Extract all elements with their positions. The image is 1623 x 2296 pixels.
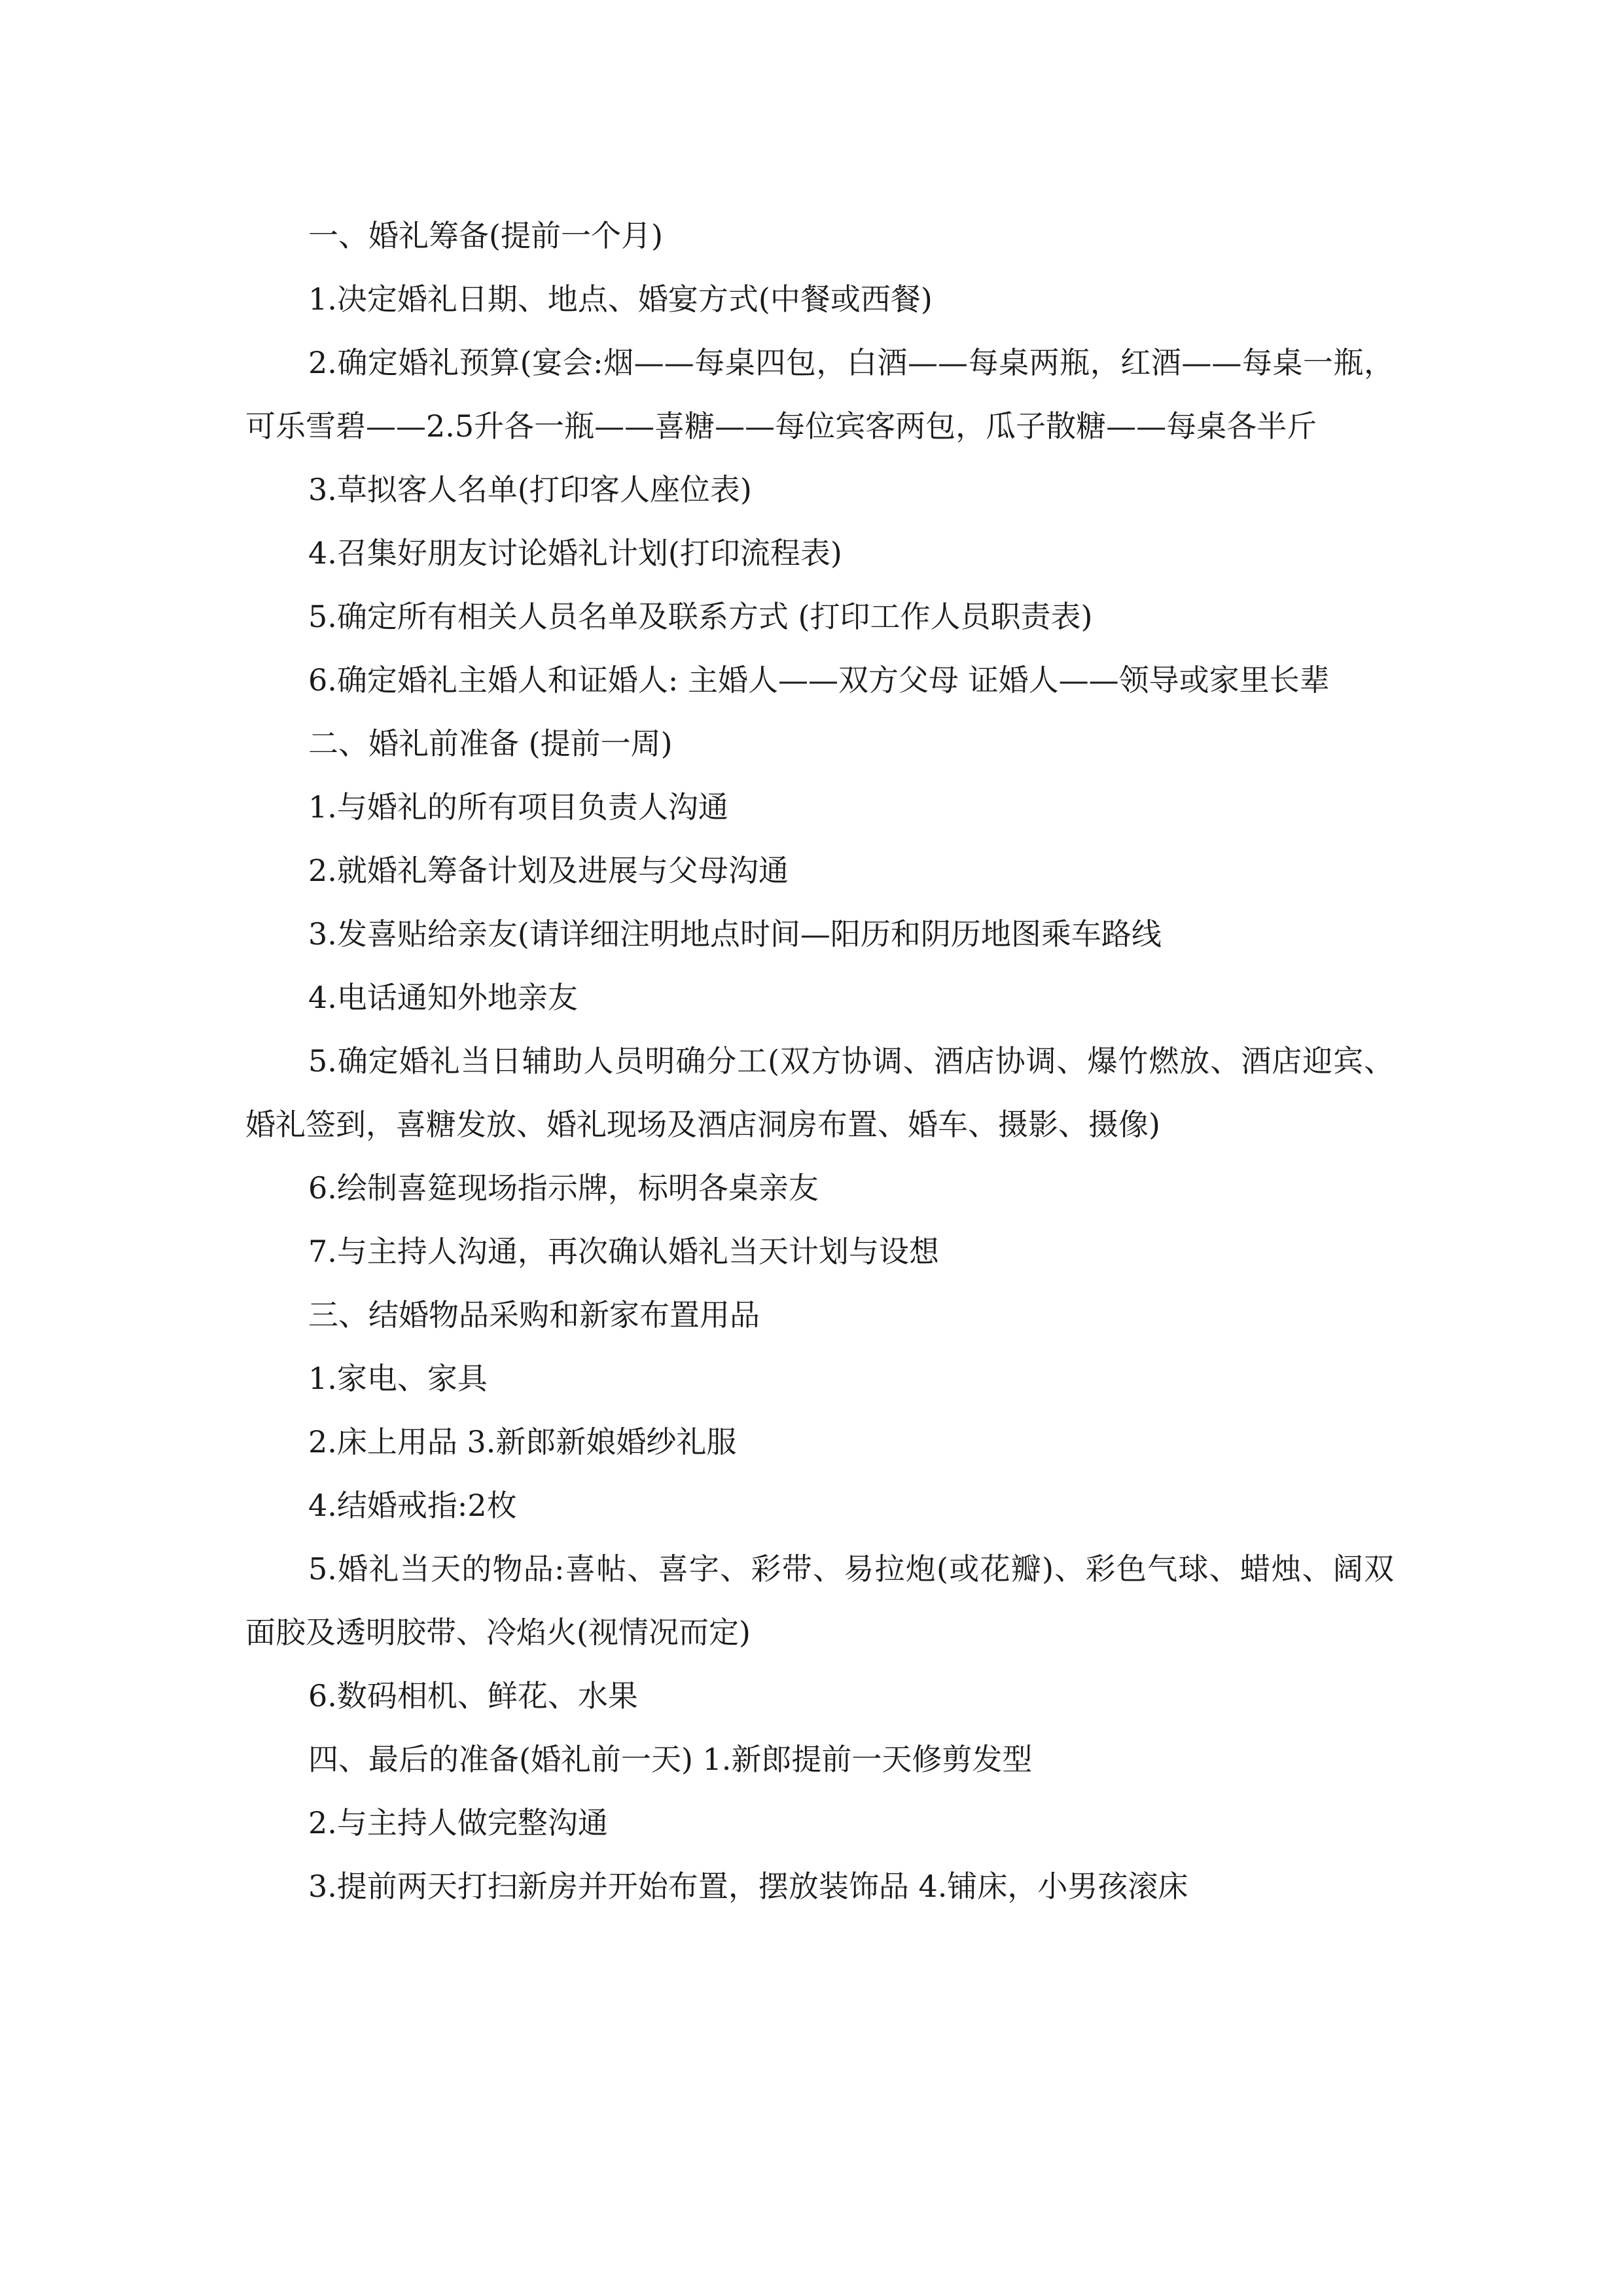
list-item: 2.与主持人做完整沟通 <box>308 1805 608 1840</box>
list-item: 3.草拟客人名单(打印客人座位表) <box>308 472 752 507</box>
list-item: 3.发喜贴给亲友(请详细注明地点时间—阳历和阴历地图乘车路线 <box>308 916 1162 952</box>
list-item: 5.婚礼当天的物品:喜帖、喜字、彩带、易拉炮(或花瓣)、彩色气球、蜡烛、阔双面胶及透明胶带、冷焰火(视情况而定) <box>245 1551 1394 1650</box>
list-item: 6.确定婚礼主婚人和证婚人: 主婚人——双方父母 证婚人——领导或家里长辈 <box>308 662 1330 698</box>
list-item: 2.确定婚礼预算(宴会:烟——每桌四包，白酒——每桌两瓶，红酒——每桌一瓶，可乐雪碧——2.5升各一瓶——喜糖——每位宾客两包，瓜子散糖——每桌各半斤 <box>245 345 1394 444</box>
list-item: 4.电话通知外地亲友 <box>308 980 578 1015</box>
list-item: 1.与婚礼的所有项目负责人沟通 <box>308 789 728 825</box>
section-heading-1: 一、婚礼筹备(提前一个月) <box>308 218 663 253</box>
list-item: 5.确定婚礼当日辅助人员明确分工(双方协调、酒店协调、爆竹燃放、酒店迎宾、婚礼签到，喜糖发放、婚礼现场及酒店洞房布置、婚车、摄影、摄像) <box>245 1043 1394 1142</box>
list-item: 4.结婚戒指:2枚 <box>308 1488 517 1523</box>
list-item: 6.绘制喜筵现场指示牌，标明各桌亲友 <box>308 1170 819 1206</box>
list-item: 6.数码相机、鲜花、水果 <box>308 1678 638 1713</box>
list-item: 3.提前两天打扫新房并开始布置，摆放装饰品 4.铺床，小男孩滚床 <box>308 1869 1188 1904</box>
list-item: 7.与主持人沟通，再次确认婚礼当天计划与设想 <box>308 1234 939 1269</box>
list-item: 4.召集好朋友讨论婚礼计划(打印流程表) <box>308 535 842 571</box>
section-heading-2: 二、婚礼前准备 (提前一周) <box>308 726 673 761</box>
list-item: 1.家电、家具 <box>308 1361 488 1396</box>
list-item: 5.确定所有相关人员名单及联系方式 (打印工作人员职责表) <box>308 599 1093 634</box>
section-heading-4: 四、最后的准备(婚礼前一天) 1.新郎提前一天修剪发型 <box>308 1742 1033 1777</box>
section-heading-3: 三、结婚物品采购和新家布置用品 <box>308 1297 760 1333</box>
document-body <box>245 204 1394 1918</box>
list-item: 2.就婚礼筹备计划及进展与父母沟通 <box>308 853 789 888</box>
list-item: 2.床上用品 3.新郎新娘婚纱礼服 <box>308 1424 737 1460</box>
list-item: 1.决定婚礼日期、地点、婚宴方式(中餐或西餐) <box>308 281 933 317</box>
